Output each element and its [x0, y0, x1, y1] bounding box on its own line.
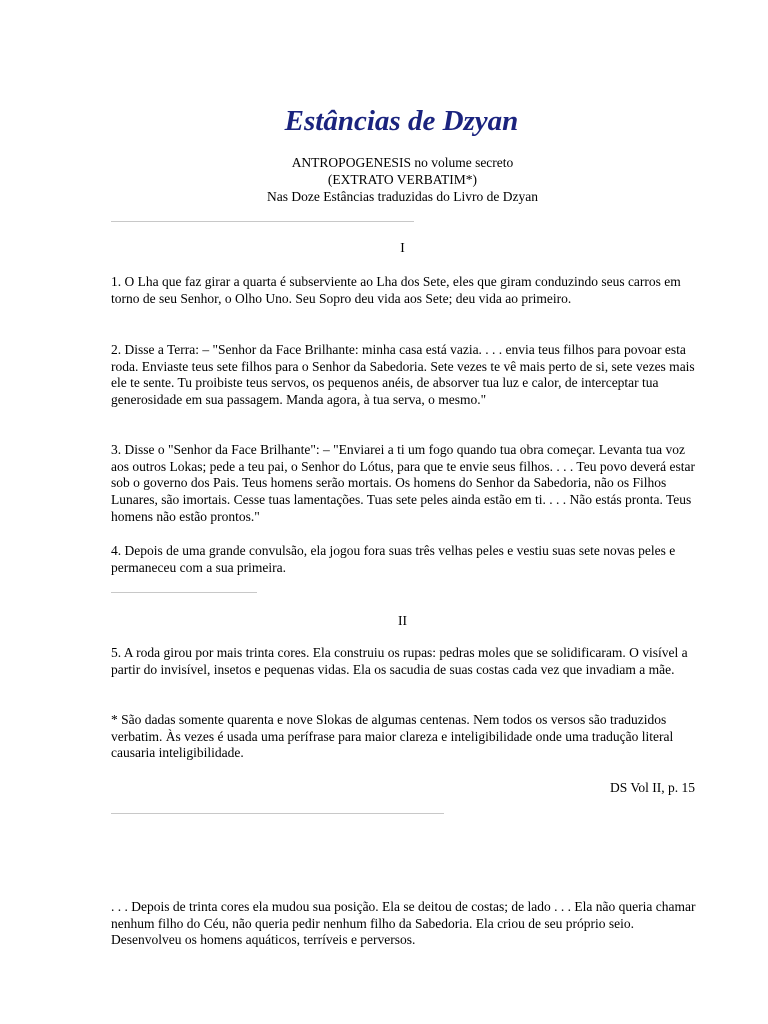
footnote-paragraph: * São dadas somente quarenta e nove Slokas de algumas centenas. Nem todos os versos são traduzidos verbatim. Às vezes é usada uma perífrase para maior clareza e inteligibilidade onde uma tradução literal causaria inteligibilidade.: [111, 712, 674, 761]
subtitle-line-3: Nas Doze Estâncias traduzidas do Livro de Dzyan: [266, 189, 539, 204]
subtitle-line-2: (EXTRATO VERBATIM*): [327, 172, 478, 187]
citation: DS Vol II, p. 15: [609, 780, 695, 795]
divider-rule: [111, 221, 414, 222]
stanza-paragraph-continued: . . . Depois de trinta cores ela mudou sua posição. Ela se deitou de costas; de lado . . . Ela não queria chamar nenhum filho do Céu, não queria pedir nenhum filho da Sabedoria. Ela criou de seu próprio seio. Desenvolveu os homens aquáticos, terríveis e perversos.: [111, 899, 696, 948]
stanza-paragraph-5: 5. A roda girou por mais trinta cores. Ela construiu os rupas: pedras moles que se solidificaram. O visível a partir do invisível, insetos e pequenas vidas. Ela os sacudia de suas costas cada vez que invadiam a mãe.: [111, 645, 688, 677]
section-numeral-2: II: [398, 613, 407, 628]
document-title: Estâncias de Dzyan: [284, 105, 519, 137]
stanza-paragraph-2: 2. Disse a Terra: – "Senhor da Face Brilhante: minha casa está vazia. . . . envia teus filhos para povoar esta roda. Enviaste teus sete filhos para o Senhor da Sabedoria. Sete vezes te vê mais perto de si, sete vezes mais ele te sente. Tu proibiste teus servos, os pequenos anéis, de absorver tua luz e calor, de interceptar tua generosidade em sua passagem. Manda agora, à tua serva, o mesmo.": [111, 342, 695, 408]
section-numeral-1: I: [400, 240, 405, 255]
stanza-paragraph-4: 4. Depois de uma grande convulsão, ela jogou fora suas três velhas peles e vestiu suas sete novas peles e permaneceu com a sua primeira.: [111, 543, 676, 575]
stanza-paragraph-1: 1. O Lha que faz girar a quarta é subserviente ao Lha dos Sete, eles que giram conduzindo seus carros em torno de seu Senhor, o Olho Uno. Seu Sopro deu vida aos Sete; deu vida ao primeiro.: [111, 274, 681, 306]
stanza-paragraph-3: 3. Disse o "Senhor da Face Brilhante": – "Enviarei a ti um fogo quando tua obra começar. Levanta tua voz aos outros Lokas; pede a teu pai, o Senhor do Lótus, para que te envie seus filhos. . . . Teu povo deverá estar sob o governo dos Pais. Teus homens serão mortais. Os homens do Senhor da Sabedoria, não os Filhos Lunares, são imortais. Cesse tuas lamentações. Tuas sete peles ainda estão em ti. . . . Não estás pronta. Teus homens não estão prontos.": [111, 442, 696, 524]
divider-rule: [111, 592, 257, 593]
subtitle-line-1: ANTROPOGENESIS no volume secreto: [291, 155, 514, 170]
divider-rule: [111, 813, 444, 814]
